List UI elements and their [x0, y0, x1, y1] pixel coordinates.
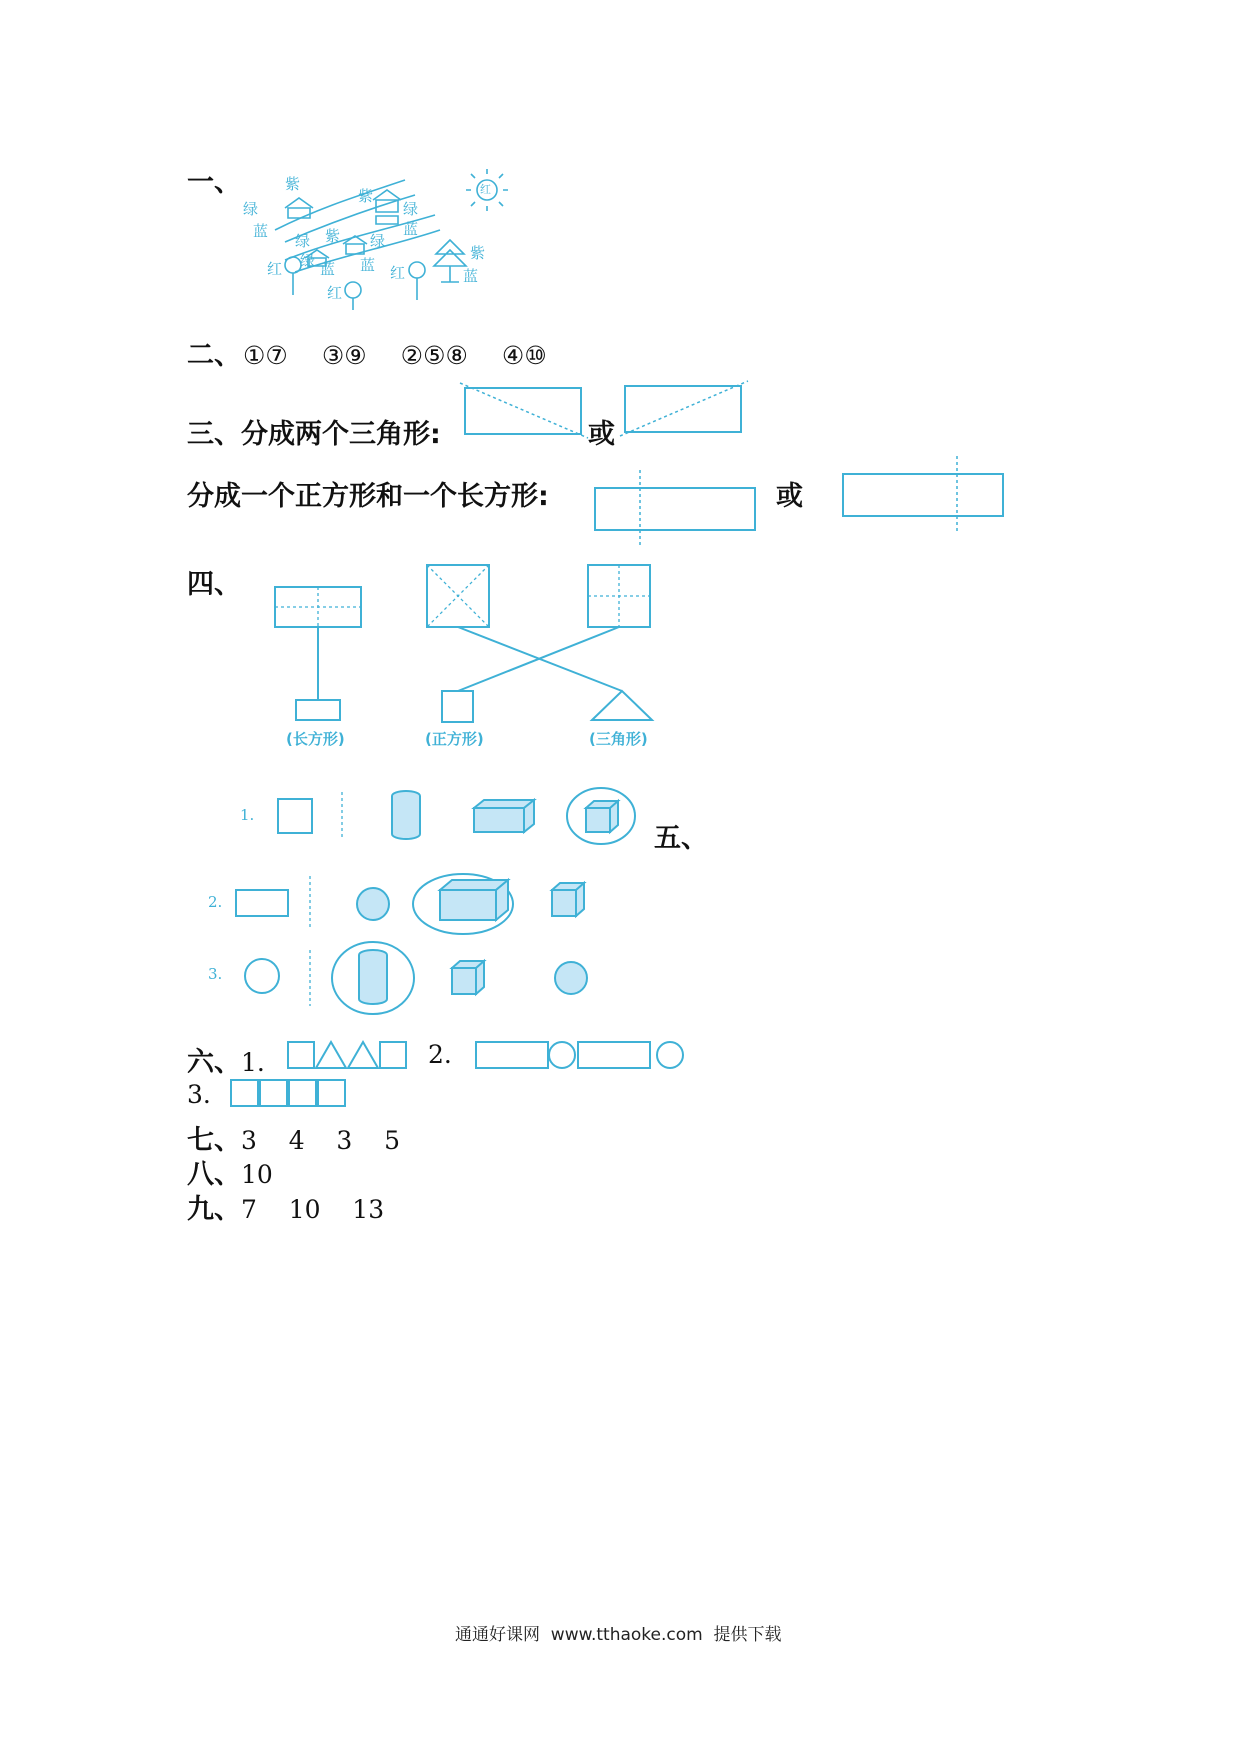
rectangle-split-diagonal-1 [460, 380, 590, 438]
row-1-shapes [270, 784, 650, 848]
label-green: 绿 [403, 200, 419, 218]
answer-group: ④⑩ [501, 341, 547, 370]
label-green: 绿 [243, 200, 259, 218]
section-3-line-1 [187, 412, 441, 451]
section-5-marker: 五、 [654, 823, 708, 854]
row-number: 1. [240, 806, 255, 824]
rectangle-split-vertical-2 [838, 456, 1008, 536]
answer-text: 7 10 13 [241, 1195, 385, 1224]
label-red: 红 [327, 284, 343, 302]
label-green: 绿 [300, 252, 316, 270]
section-6-line-1 [187, 1040, 265, 1079]
item-3-shapes [226, 1075, 356, 1115]
or-text: 或 [588, 419, 615, 450]
footer-text: 通通好课网 www.tthaoke.com 提供下载 [455, 1625, 782, 1645]
row-2-shapes [230, 868, 600, 938]
answer-group: ③⑨ [321, 341, 367, 370]
section-3-marker: 三、 [187, 419, 241, 450]
label-green: 绿 [370, 232, 386, 250]
row-number: 3. [208, 965, 223, 983]
section-9 [187, 1187, 384, 1226]
caption-triangle: (三角形) [589, 730, 648, 748]
label-purple: 紫 [285, 175, 301, 193]
section-7-marker: 七、 [187, 1125, 241, 1156]
section-6-marker: 六、 [187, 1047, 241, 1078]
row-number: 2. [208, 893, 223, 911]
section-1-picture [243, 170, 505, 310]
section-8 [187, 1152, 273, 1191]
section-1-marker: 一、 [187, 167, 241, 198]
label-red: 红 [390, 264, 406, 282]
section-3-line-2: 分成一个正方形和一个长方形: [187, 481, 549, 512]
shape-matching-diagram [270, 560, 670, 730]
label-blue: 蓝 [463, 267, 479, 285]
label-sun-red: 红 [480, 183, 491, 196]
answer-group: ②⑤⑧ [400, 341, 468, 370]
answer-text: 10 [241, 1160, 273, 1189]
item-1-shapes [286, 1034, 696, 1074]
section-9-marker: 九、 [187, 1194, 241, 1225]
section-2-marker: 二、 [187, 340, 241, 371]
label-blue: 蓝 [253, 222, 269, 240]
section-8-marker: 八、 [187, 1159, 241, 1190]
item-number: 1. [241, 1048, 265, 1077]
instruction-text: 分成两个三角形: [241, 419, 441, 450]
label-green: 绿 [295, 232, 311, 250]
label-purple: 紫 [325, 227, 341, 245]
row-3-shapes [230, 936, 600, 1016]
section-2 [187, 333, 547, 372]
caption-square: (正方形) [425, 730, 484, 748]
section-4-marker: 四、 [187, 569, 241, 600]
or-text: 或 [776, 481, 803, 512]
label-red: 红 [267, 260, 283, 278]
item-number: 3. [187, 1080, 211, 1109]
label-blue: 蓝 [360, 256, 376, 274]
answer-group: ①⑦ [243, 341, 288, 370]
label-purple: 紫 [470, 244, 486, 262]
caption-rectangle: (长方形) [286, 730, 345, 748]
label-blue: 蓝 [403, 220, 419, 238]
item-number: 2. [428, 1040, 452, 1069]
rectangle-split-vertical-1 [590, 470, 760, 550]
rectangle-split-diagonal-2 [620, 378, 750, 436]
answer-text: 3 4 3 5 [241, 1126, 400, 1155]
label-purple: 紫 [358, 187, 374, 205]
label-blue: 蓝 [320, 260, 336, 278]
